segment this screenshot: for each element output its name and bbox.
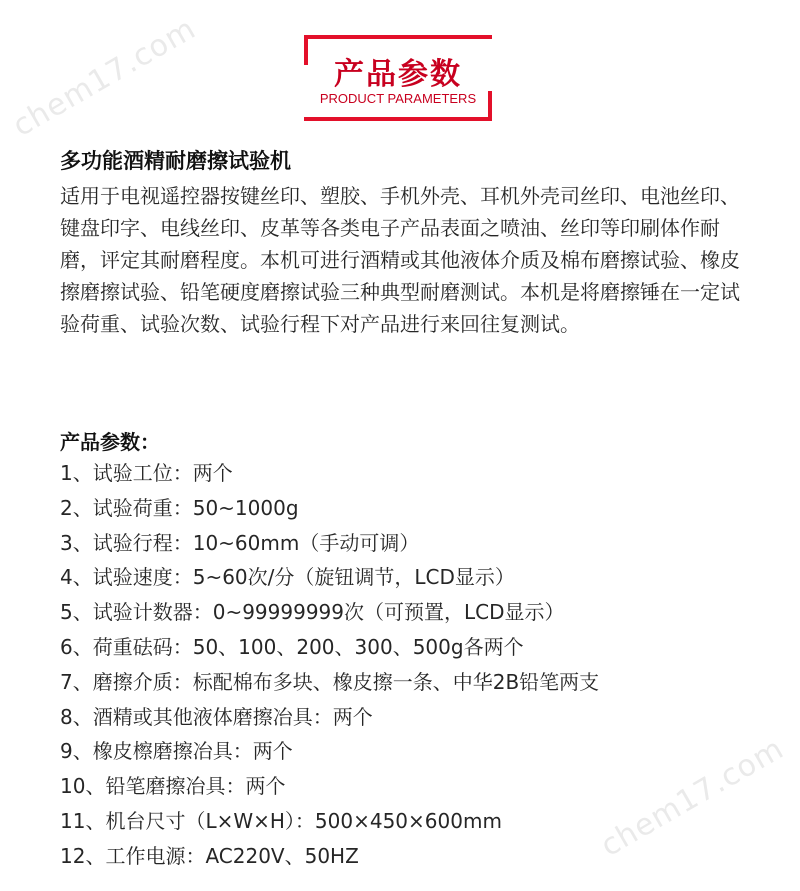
header-frame-top [304, 35, 492, 39]
list-item: 9、橡皮檫磨擦冶具：两个 [60, 739, 293, 764]
watermark: chem17.com [6, 11, 203, 144]
list-item: 3、试验行程：10~60mm（手动可调） [60, 530, 420, 555]
list-item: 4、试验速度：5~60次/分（旋钮调节，LCD显示） [60, 565, 515, 590]
params-heading: 产品参数： [60, 430, 160, 454]
list-item: 10、铅笔磨擦冶具：两个 [60, 774, 286, 799]
list-item: 2、试验荷重：50~1000g [60, 495, 299, 520]
product-title: 多功能酒精耐磨擦试验机 [60, 149, 291, 173]
product-description: 适用于电视遥控器按键丝印、塑胶、手机外壳、耳机外壳司丝印、电池丝印、键盘印字、电线丝印、皮革等各类电子产品表面之喷油、丝印等印刷体作耐磨，评定其耐磨程度。本机可进行酒精或其他液体介质及棉布磨擦试验、橡皮擦磨擦试验、铅笔硬度磨擦试验三种典型耐磨测试。本机是将磨擦锤在一定试验荷重、试验次数、试验行程下对产品进行来回往复测试。 [60, 184, 740, 336]
params-list [60, 456, 599, 874]
list-item: 7、磨擦介质：标配棉布多块、橡皮擦一条、中华2B铅笔两支 [60, 669, 600, 694]
list-item: 6、荷重砝码：50、100、200、300、500g各两个 [60, 634, 524, 659]
section-header [304, 35, 492, 121]
header-frame-bottom [304, 117, 492, 121]
watermark: chem17.com [594, 731, 791, 864]
section-header-title: 产品参数 [334, 57, 462, 92]
list-item: 12、工作电源：AC220V、50HZ [60, 843, 359, 868]
list-item: 8、酒精或其他液体磨擦冶具：两个 [60, 704, 373, 729]
list-item: 5、试验计数器：0~99999999次（可预置，LCD显示） [60, 600, 565, 625]
section-header-subtitle: PRODUCT PARAMETERS [319, 91, 477, 106]
list-item: 11、机台尺寸（L×W×H）：500×450×600mm [60, 808, 502, 833]
list-item: 1、试验工位：两个 [60, 461, 233, 485]
